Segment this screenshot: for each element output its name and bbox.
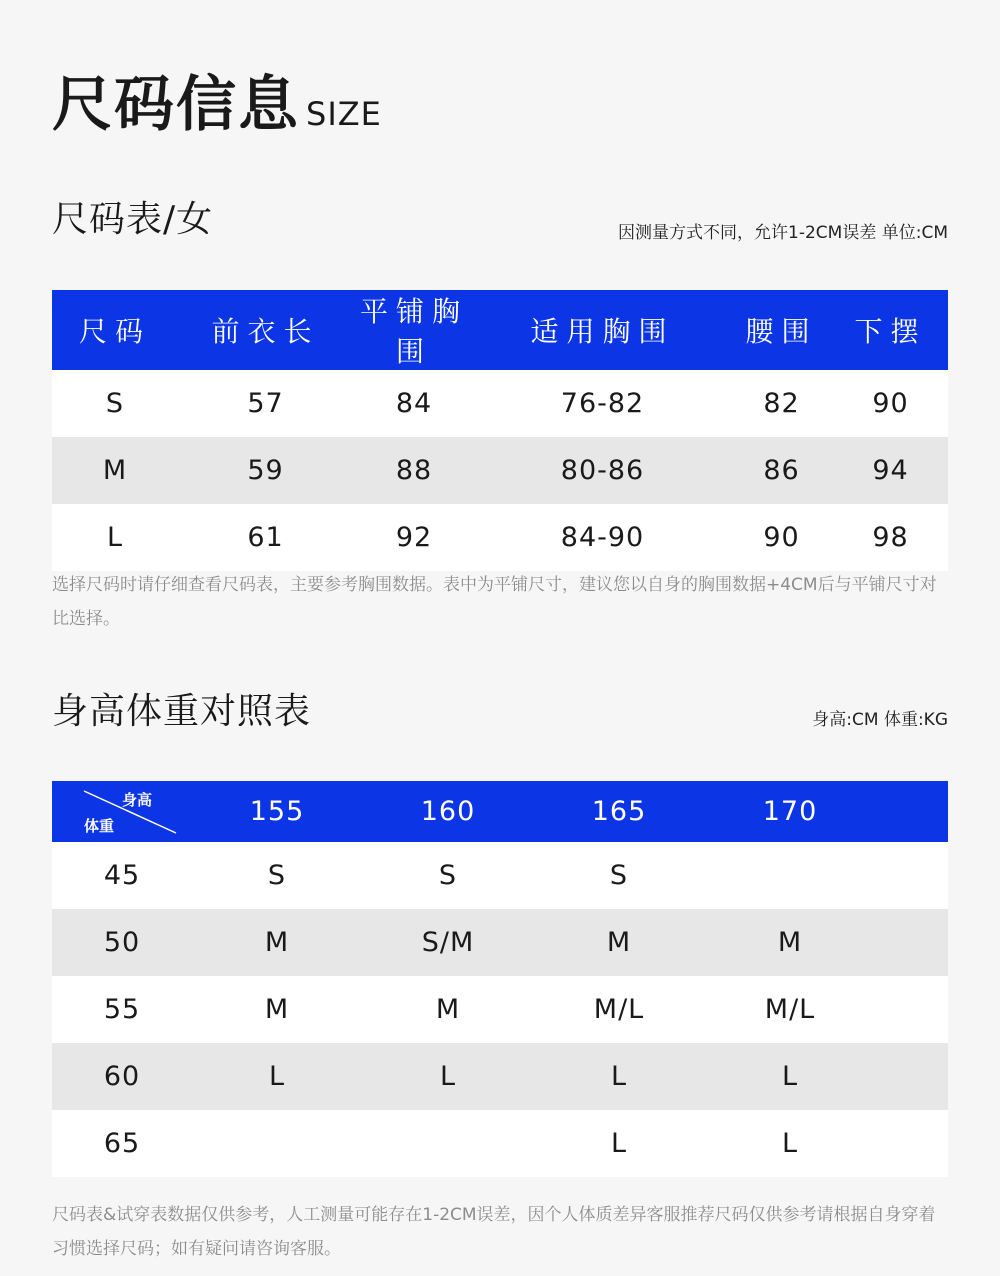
weight-cell: 65: [103, 1128, 141, 1159]
size-cell: [362, 1110, 534, 1177]
height-header: 160: [420, 796, 476, 827]
table-cell: 90: [763, 522, 800, 553]
column-header: 前衣长: [211, 315, 320, 348]
size-cell: M: [435, 994, 461, 1025]
table-cell: 90: [872, 388, 909, 419]
size-chart-footnote: 选择尺码时请仔细查看尺码表，主要参考胸围数据。表中为平铺尺寸，建议您以自身的胸围数据+4CM后与平铺尺寸对比选择。: [52, 575, 937, 629]
table-cell: 84: [395, 388, 433, 419]
column-header: 尺码: [78, 315, 151, 348]
size-cell: [704, 842, 876, 909]
weight-cell: 50: [103, 927, 141, 958]
table-cell: 98: [872, 522, 909, 553]
table-cell: L: [106, 522, 124, 553]
spacer-cell: [876, 842, 948, 909]
table-cell: 88: [395, 455, 433, 486]
spacer-cell: [876, 909, 948, 976]
table-row: [52, 909, 948, 976]
table-row: [52, 1110, 948, 1177]
table-cell: 84-90: [560, 522, 645, 553]
corner-weight-label: 体重: [84, 817, 115, 835]
hw-chart-header-row: [52, 781, 948, 842]
size-cell: L: [439, 1061, 457, 1092]
table-row: [52, 976, 948, 1043]
height-header: 165: [591, 796, 647, 827]
hw-chart-unit-note: 身高:CM 体重:KG: [812, 710, 948, 730]
table-cell: 92: [395, 522, 433, 553]
size-cell: M: [777, 927, 803, 958]
size-cell: S/M: [421, 927, 475, 958]
size-cell: M: [264, 994, 290, 1025]
page-title: [52, 70, 382, 149]
size-cell: M/L: [593, 994, 645, 1025]
spacer-cell: [876, 1110, 948, 1177]
hw-chart-footnote: 尺码表&试穿表数据仅供参考，人工测量可能存在1-2CM误差，因个人体质差异客服推荐尺码仅供参考请根据自身穿着习惯选择尺码；如有疑问请咨询客服。: [52, 1205, 936, 1259]
table-row: [52, 504, 948, 571]
size-cell: M: [606, 927, 632, 958]
corner-header-cell: [52, 781, 192, 842]
size-cell: L: [610, 1128, 628, 1159]
column-header: 腰围: [745, 315, 818, 348]
page-subtitle: SIZE: [306, 95, 382, 133]
size-cell: S: [609, 860, 629, 891]
size-cell: [192, 1110, 362, 1177]
height-header: 170: [762, 796, 818, 827]
table-cell: 57: [247, 388, 284, 419]
spacer-cell: [876, 1043, 948, 1110]
size-chart-table: [52, 290, 948, 571]
table-cell: 59: [247, 455, 284, 486]
column-header: 平铺胸围: [359, 295, 468, 368]
size-chart-header-row: [52, 290, 948, 370]
weight-cell: 45: [103, 860, 141, 891]
size-cell: S: [438, 860, 458, 891]
size-cell: S: [267, 860, 287, 891]
size-cell: L: [781, 1061, 799, 1092]
weight-cell: 60: [103, 1061, 141, 1092]
size-cell: M/L: [764, 994, 816, 1025]
size-cell: L: [781, 1128, 799, 1159]
table-cell: M: [102, 455, 128, 486]
table-cell: S: [105, 388, 125, 419]
table-cell: 76-82: [560, 388, 645, 419]
table-cell: 82: [763, 388, 800, 419]
hw-chart-title: 身高体重对照表: [52, 691, 312, 732]
table-row: [52, 370, 948, 437]
table-cell: 61: [247, 522, 284, 553]
size-cell: M: [264, 927, 290, 958]
table-cell: 94: [872, 455, 909, 486]
size-chart-unit-note: 因测量方式不同，允许1-2CM误差 单位:CM: [618, 223, 948, 243]
table-row: [52, 437, 948, 504]
table-cell: 80-86: [560, 455, 645, 486]
spacer-cell: [876, 976, 948, 1043]
corner-height-label: 身高: [122, 791, 153, 809]
column-header: 适用胸围: [530, 315, 675, 348]
height-header: 155: [249, 796, 305, 827]
table-cell: 86: [763, 455, 800, 486]
hw-chart-table: [52, 781, 948, 1177]
column-header: 下摆: [854, 315, 927, 348]
size-cell: L: [610, 1061, 628, 1092]
page-title-text: 尺码信息: [52, 70, 300, 140]
table-row: [52, 1043, 948, 1110]
header-spacer: [876, 781, 948, 842]
weight-cell: 55: [103, 994, 141, 1025]
size-chart-title: 尺码表/女: [52, 199, 214, 240]
size-cell: L: [268, 1061, 286, 1092]
table-row: [52, 842, 948, 909]
